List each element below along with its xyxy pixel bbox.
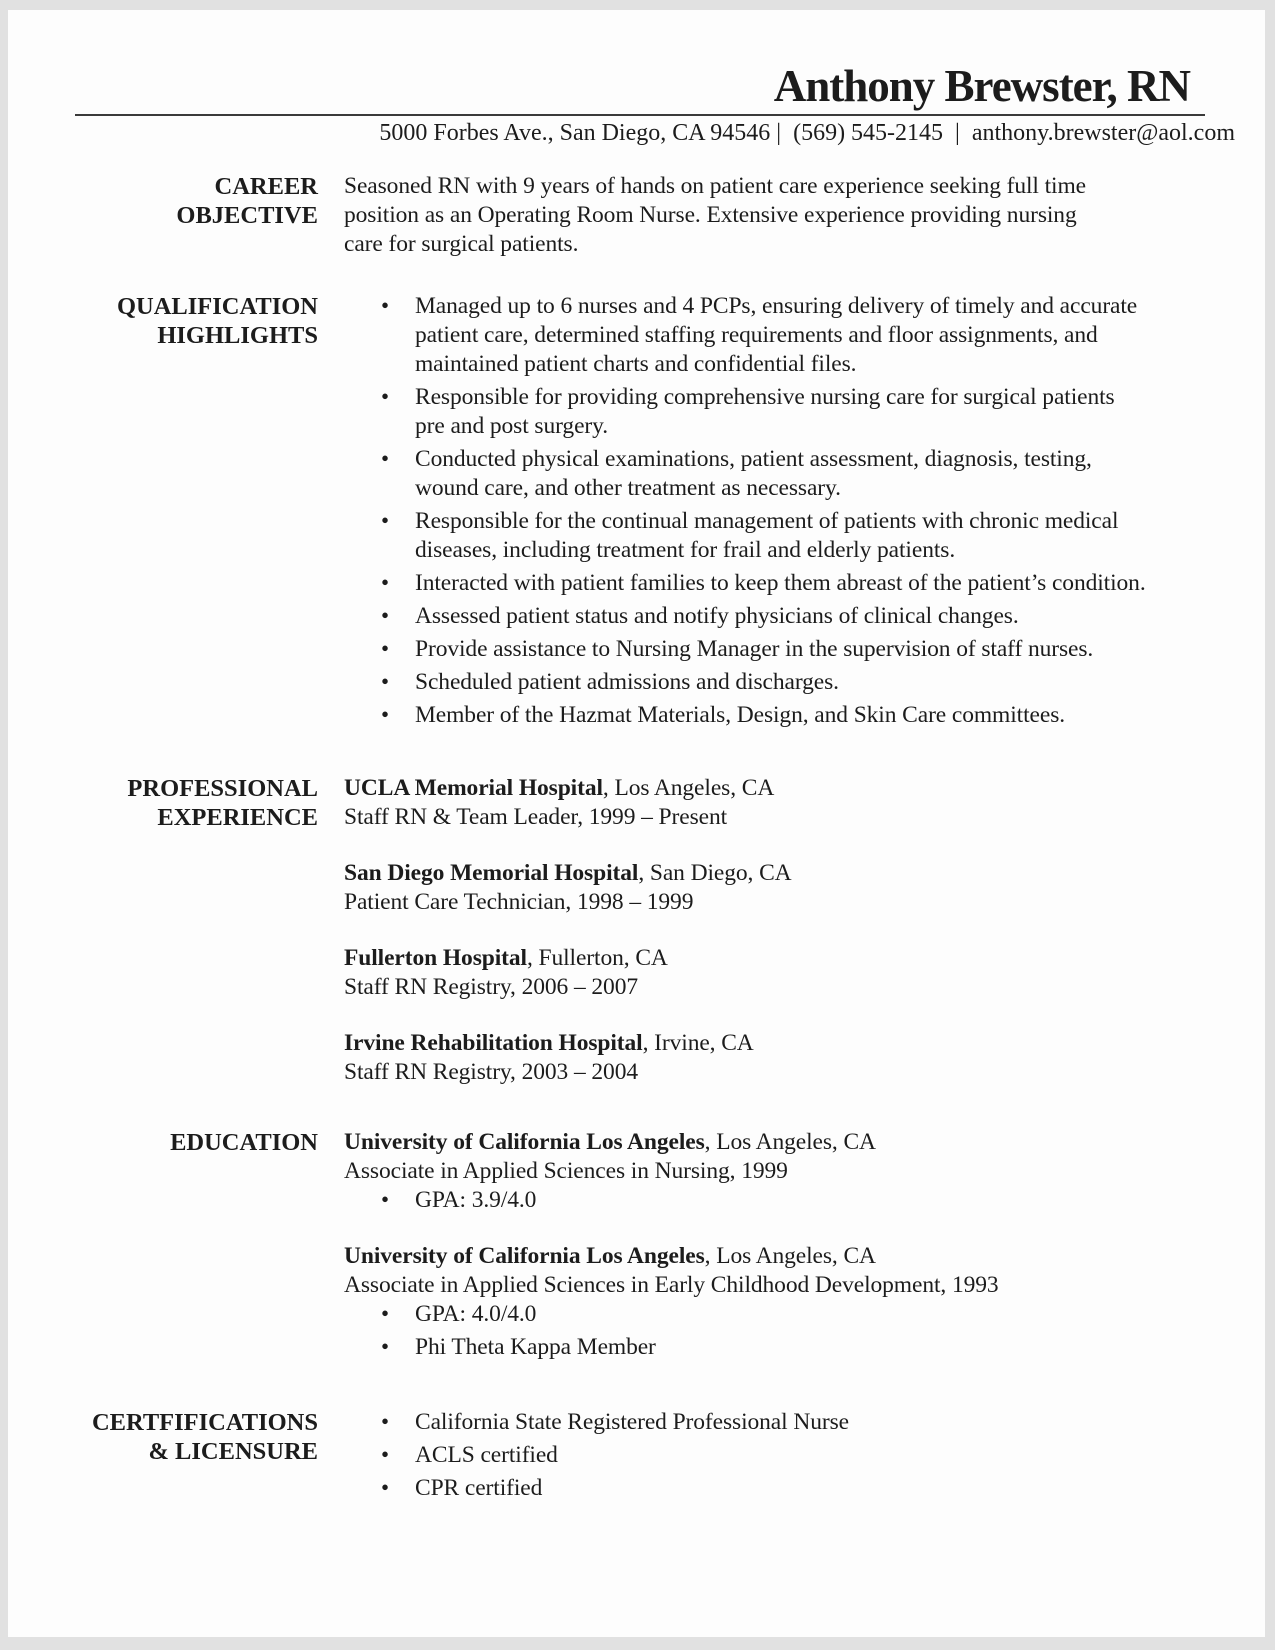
company-location: , Fullerton, CA <box>526 944 668 971</box>
education-bullet-list <box>344 1300 1235 1362</box>
bullet-item: • California State Registered Professional Nurse <box>381 1408 849 1435</box>
bullet-item: • Responsible for the continual management of patients with chronic medical diseases, including treatment for frail and elderly patients. <box>381 507 1119 563</box>
header-rule <box>75 114 1205 116</box>
company-name: UCLA Memorial Hospital <box>344 774 603 801</box>
label-line: CERTFIFICATIONS <box>91 1408 318 1436</box>
section-label-career-objective <box>75 172 318 259</box>
section-label-qualification-highlights <box>75 292 318 734</box>
bullet-item: • GPA: 4.0/4.0 <box>381 1300 537 1327</box>
company-name: San Diego Memorial Hospital <box>344 859 639 886</box>
bullet-item: • Scheduled patient admissions and discharges. <box>381 668 839 695</box>
bullet-item: • Assessed patient status and notify physicians of clinical changes. <box>381 602 1019 629</box>
label-line: QUALIFICATION <box>116 292 318 320</box>
bullet-item: • ACLS certified <box>381 1441 558 1468</box>
bullet-item: • GPA: 3.9/4.0 <box>381 1186 537 1213</box>
experience-entry <box>344 859 1235 917</box>
section-label-professional-experience <box>75 774 318 1087</box>
label-line: PROFESSIONAL <box>127 774 318 802</box>
bullet-icon: • <box>381 1474 389 1500</box>
section-qualification-highlights <box>75 292 1235 734</box>
job-title-dates: Staff RN & Team Leader, 1999 – Present <box>344 803 728 830</box>
education-entry <box>344 1128 1235 1215</box>
bullet-item: • CPR certified <box>381 1474 543 1501</box>
bullet-item: • Phi Theta Kappa Member <box>381 1333 656 1360</box>
bullet-icon: • <box>381 1186 389 1212</box>
bullet-icon: • <box>381 1408 389 1434</box>
label-line: HIGHLIGHTS <box>157 321 318 349</box>
experience-entry <box>344 944 1235 1002</box>
bullet-icon: • <box>381 1300 389 1326</box>
experience-entry <box>344 774 1235 832</box>
bullet-icon: • <box>381 1441 389 1467</box>
bullet-icon: • <box>381 507 389 533</box>
career-objective-text: Seasoned RN with 9 years of hands on patient care experience seeking full time position as an Operating Room Nurse. Extensive experience providing nursing care for surgical patients. <box>344 172 1086 257</box>
qualification-bullet-list <box>344 292 1235 730</box>
company-name: Fullerton Hospital <box>344 944 527 971</box>
bullet-icon: • <box>381 635 389 661</box>
resume-header <box>75 62 1235 148</box>
company-location: , Los Angeles, CA <box>602 774 775 801</box>
company-location: , Irvine, CA <box>642 1029 754 1056</box>
degree-line: Associate in Applied Sciences in Early Childhood Development, 1993 <box>344 1271 999 1298</box>
label-line: OBJECTIVE <box>176 201 318 229</box>
label-line: EDUCATION <box>170 1128 318 1156</box>
job-title-dates: Patient Care Technician, 1998 – 1999 <box>344 888 694 915</box>
school-name: University of California Los Angeles <box>344 1242 705 1269</box>
bullet-icon: • <box>381 383 389 409</box>
bullet-icon: • <box>381 602 389 628</box>
bullet-item: • Interacted with patient families to keep them abreast of the patient’s condition. <box>381 569 1146 596</box>
bullet-icon: • <box>381 701 389 727</box>
section-education <box>75 1128 1235 1366</box>
bullet-icon: • <box>381 668 389 694</box>
section-professional-experience <box>75 774 1235 1087</box>
bullet-item: • Member of the Hazmat Materials, Design, and Skin Care committees. <box>381 701 1066 728</box>
label-line: EXPERIENCE <box>157 803 318 831</box>
contact-line: 5000 Forbes Ave., San Diego, CA 94546 | (569) 545-2145 | anthony.brewster@aol.com <box>379 119 1235 146</box>
bullet-item: • Provide assistance to Nursing Manager in the supervision of staff nurses. <box>381 635 1094 662</box>
bullet-icon: • <box>381 569 389 595</box>
company-name: Irvine Rehabilitation Hospital <box>344 1029 643 1056</box>
section-career-objective <box>75 172 1235 259</box>
job-title-dates: Staff RN Registry, 2003 – 2004 <box>344 1058 639 1085</box>
bullet-icon: • <box>381 445 389 471</box>
degree-line: Associate in Applied Sciences in Nursing, 1999 <box>344 1157 788 1184</box>
certifications-bullet-list <box>344 1408 1235 1503</box>
resume-name: Anthony Brewster, RN <box>773 61 1190 111</box>
resume-body <box>75 172 1235 1507</box>
label-line: CAREER <box>214 172 318 200</box>
job-title-dates: Staff RN Registry, 2006 – 2007 <box>344 973 639 1000</box>
bullet-item: • Managed up to 6 nurses and 4 PCPs, ensuring delivery of timely and accurate patient care, determined staffing requirements and floor assignments, and maintained patient charts and confidential files. <box>381 292 1138 377</box>
school-location: , Los Angeles, CA <box>704 1128 876 1155</box>
section-label-certifications-licensure <box>75 1408 318 1507</box>
education-bullet-list <box>344 1186 1235 1215</box>
section-certifications-licensure <box>75 1408 1235 1507</box>
school-name: University of California Los Angeles <box>344 1128 705 1155</box>
bullet-icon: • <box>381 1333 389 1359</box>
resume-page <box>8 10 1265 1637</box>
experience-entry <box>344 1029 1235 1087</box>
school-location: , Los Angeles, CA <box>704 1242 876 1269</box>
bullet-item: • Responsible for providing comprehensive nursing care for surgical patients pre and post surgery. <box>381 383 1115 439</box>
bullet-icon: • <box>381 292 389 318</box>
section-label-education <box>75 1128 318 1366</box>
bullet-item: • Conducted physical examinations, patient assessment, diagnosis, testing, wound care, and other treatment as necessary. <box>381 445 1092 501</box>
label-line: & LICENSURE <box>148 1437 318 1465</box>
company-location: , San Diego, CA <box>638 859 792 886</box>
education-entry <box>344 1242 1235 1362</box>
